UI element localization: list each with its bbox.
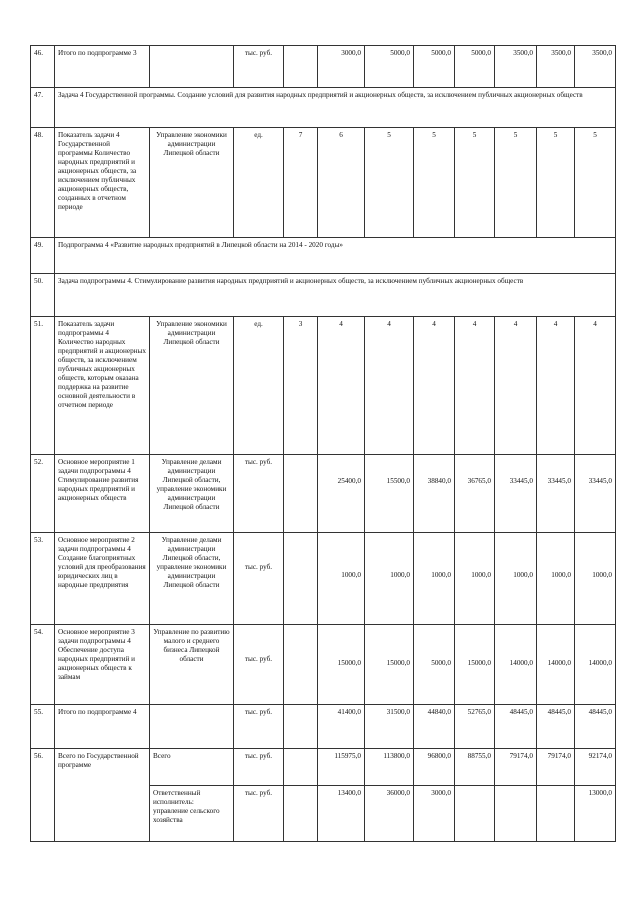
row-value: 48445,0 bbox=[537, 705, 575, 749]
row-value: 5000,0 bbox=[414, 46, 455, 88]
row-heading: Подпрограмма 4 «Развитие народных предприятий в Липецкой области на 2014 - 2020 годы» bbox=[55, 238, 616, 274]
row-value: 5 bbox=[575, 128, 616, 238]
row-value: 15500,0 bbox=[365, 455, 414, 533]
row-unit: тыс. руб. bbox=[234, 455, 284, 533]
row-value: 15000,0 bbox=[455, 625, 495, 705]
table-row bbox=[31, 274, 616, 317]
row-value: 5000,0 bbox=[414, 625, 455, 705]
row-value: 5 bbox=[414, 128, 455, 238]
row-executor: Управление делами администрации Липецкой области, управление экономики администрации Липецкой области bbox=[150, 533, 234, 625]
row-value: 88755,0 bbox=[455, 749, 495, 786]
program-table bbox=[30, 45, 616, 842]
row-unit: ед. bbox=[234, 317, 284, 455]
row-number: 54. bbox=[31, 625, 55, 705]
row-unit: тыс. руб. bbox=[234, 625, 284, 705]
row-name: Показатель задачи подпрограммы 4 Количество народных предприятий и акционерных обществ, за исключением публичных акционерных обществ, которым оказана поддержка на развитие основной деятельности в отчетном периоде bbox=[55, 317, 150, 455]
row-value: 96800,0 bbox=[414, 749, 455, 786]
row-value: 4 bbox=[455, 317, 495, 455]
row-base: 3 bbox=[284, 317, 318, 455]
table-row bbox=[31, 238, 616, 274]
row-value: 33445,0 bbox=[575, 455, 616, 533]
row-base bbox=[284, 749, 318, 786]
row-executor: Управление экономики администрации Липецкой области bbox=[150, 317, 234, 455]
row-unit: тыс. руб. bbox=[234, 749, 284, 786]
row-value bbox=[495, 786, 537, 842]
row-value: 41400,0 bbox=[318, 705, 365, 749]
row-value: 79174,0 bbox=[537, 749, 575, 786]
row-base bbox=[284, 786, 318, 842]
row-value: 4 bbox=[365, 317, 414, 455]
row-value: 79174,0 bbox=[495, 749, 537, 786]
row-value: 38840,0 bbox=[414, 455, 455, 533]
row-base bbox=[284, 533, 318, 625]
row-value: 25400,0 bbox=[318, 455, 365, 533]
row-value: 1000,0 bbox=[455, 533, 495, 625]
row-unit: тыс. руб. bbox=[234, 46, 284, 88]
row-executor: Всего bbox=[150, 749, 234, 786]
row-value: 33445,0 bbox=[495, 455, 537, 533]
row-value: 13000,0 bbox=[575, 786, 616, 842]
row-value: 1000,0 bbox=[318, 533, 365, 625]
row-value: 14000,0 bbox=[575, 625, 616, 705]
row-value: 6 bbox=[318, 128, 365, 238]
row-base bbox=[284, 455, 318, 533]
table-row bbox=[31, 625, 616, 705]
row-value: 5 bbox=[365, 128, 414, 238]
row-number: 52. bbox=[31, 455, 55, 533]
row-value: 92174,0 bbox=[575, 749, 616, 786]
row-value: 3000,0 bbox=[414, 786, 455, 842]
table-row bbox=[31, 128, 616, 238]
row-base: 7 bbox=[284, 128, 318, 238]
table-row bbox=[31, 88, 616, 128]
row-name: Основное мероприятие 2 задачи подпрограммы 4 Создание благоприятных условий для преобразования юридических лиц в народные предприятия bbox=[55, 533, 150, 625]
row-value: 14000,0 bbox=[537, 625, 575, 705]
row-value: 1000,0 bbox=[495, 533, 537, 625]
row-base bbox=[284, 705, 318, 749]
row-number: 53. bbox=[31, 533, 55, 625]
row-heading: Задача 4 Государственной программы. Создание условий для развития народных предприятий и акционерных обществ, за исключением публичных акционерных обществ bbox=[55, 88, 616, 128]
row-executor: Управление делами администрации Липецкой области, управление экономики администрации Липецкой области bbox=[150, 455, 234, 533]
table-row bbox=[31, 317, 616, 455]
row-unit: тыс. руб. bbox=[234, 705, 284, 749]
row-value: 48445,0 bbox=[575, 705, 616, 749]
row-number: 56. bbox=[31, 749, 55, 842]
row-executor: Управление экономики администрации Липецкой области bbox=[150, 128, 234, 238]
table-row bbox=[31, 533, 616, 625]
row-number: 55. bbox=[31, 705, 55, 749]
row-value: 4 bbox=[318, 317, 365, 455]
row-executor: Управление по развитию малого и среднего бизнеса Липецкой области bbox=[150, 625, 234, 705]
row-base bbox=[284, 46, 318, 88]
row-unit: тыс. руб. bbox=[234, 786, 284, 842]
table-row bbox=[31, 46, 616, 88]
table-row bbox=[31, 455, 616, 533]
row-value: 4 bbox=[414, 317, 455, 455]
row-value: 3500,0 bbox=[575, 46, 616, 88]
row-value: 4 bbox=[537, 317, 575, 455]
row-value: 3000,0 bbox=[318, 46, 365, 88]
row-value: 3500,0 bbox=[495, 46, 537, 88]
row-unit: ед. bbox=[234, 128, 284, 238]
row-value: 5 bbox=[537, 128, 575, 238]
row-value: 115975,0 bbox=[318, 749, 365, 786]
row-value: 5 bbox=[495, 128, 537, 238]
row-value: 14000,0 bbox=[495, 625, 537, 705]
row-value: 33445,0 bbox=[537, 455, 575, 533]
row-executor: Ответственный исполнитель: управление сельского хозяйства bbox=[150, 786, 234, 842]
row-value: 3500,0 bbox=[537, 46, 575, 88]
row-value: 13400,0 bbox=[318, 786, 365, 842]
row-value: 5 bbox=[455, 128, 495, 238]
row-name: Основное мероприятие 3 задачи подпрограммы 4 Обеспечение доступа народных предприятий и акционерных обществ к займам bbox=[55, 625, 150, 705]
row-value: 1000,0 bbox=[414, 533, 455, 625]
row-value: 1000,0 bbox=[537, 533, 575, 625]
row-value: 52765,0 bbox=[455, 705, 495, 749]
row-value: 1000,0 bbox=[575, 533, 616, 625]
row-value: 48445,0 bbox=[495, 705, 537, 749]
row-number: 49. bbox=[31, 238, 55, 274]
row-value: 31500,0 bbox=[365, 705, 414, 749]
row-value bbox=[455, 786, 495, 842]
row-value: 4 bbox=[495, 317, 537, 455]
row-name: Итого по подпрограмме 3 bbox=[55, 46, 150, 88]
row-number: 50. bbox=[31, 274, 55, 317]
row-value: 1000,0 bbox=[365, 533, 414, 625]
row-executor bbox=[150, 705, 234, 749]
row-number: 47. bbox=[31, 88, 55, 128]
row-value: 44840,0 bbox=[414, 705, 455, 749]
row-value: 4 bbox=[575, 317, 616, 455]
row-name: Итого по подпрограмме 4 bbox=[55, 705, 150, 749]
row-executor bbox=[150, 46, 234, 88]
row-heading: Задача подпрограммы 4. Стимулирование развития народных предприятий и акционерных обществ, за исключением публичных акционерных обществ bbox=[55, 274, 616, 317]
row-name: Всего по Государственной программе bbox=[55, 749, 150, 842]
row-name: Показатель задачи 4 Государственной программы Количество народных предприятий и акционерных обществ, за исключением публичных акционерных обществ, созданных в отчетном периоде bbox=[55, 128, 150, 238]
row-value: 5000,0 bbox=[455, 46, 495, 88]
row-value: 113800,0 bbox=[365, 749, 414, 786]
row-base bbox=[284, 625, 318, 705]
row-value: 15000,0 bbox=[365, 625, 414, 705]
row-name: Основное мероприятие 1 задачи подпрограммы 4 Стимулирование развития народных предприятий и акционерных обществ bbox=[55, 455, 150, 533]
row-unit: тыс. руб. bbox=[234, 533, 284, 625]
row-value: 36000,0 bbox=[365, 786, 414, 842]
table-row bbox=[31, 705, 616, 749]
row-number: 48. bbox=[31, 128, 55, 238]
row-value: 15000,0 bbox=[318, 625, 365, 705]
row-number: 46. bbox=[31, 46, 55, 88]
row-number: 51. bbox=[31, 317, 55, 455]
row-value: 36765,0 bbox=[455, 455, 495, 533]
row-value bbox=[537, 786, 575, 842]
row-value: 5000,0 bbox=[365, 46, 414, 88]
table-row bbox=[31, 749, 616, 786]
